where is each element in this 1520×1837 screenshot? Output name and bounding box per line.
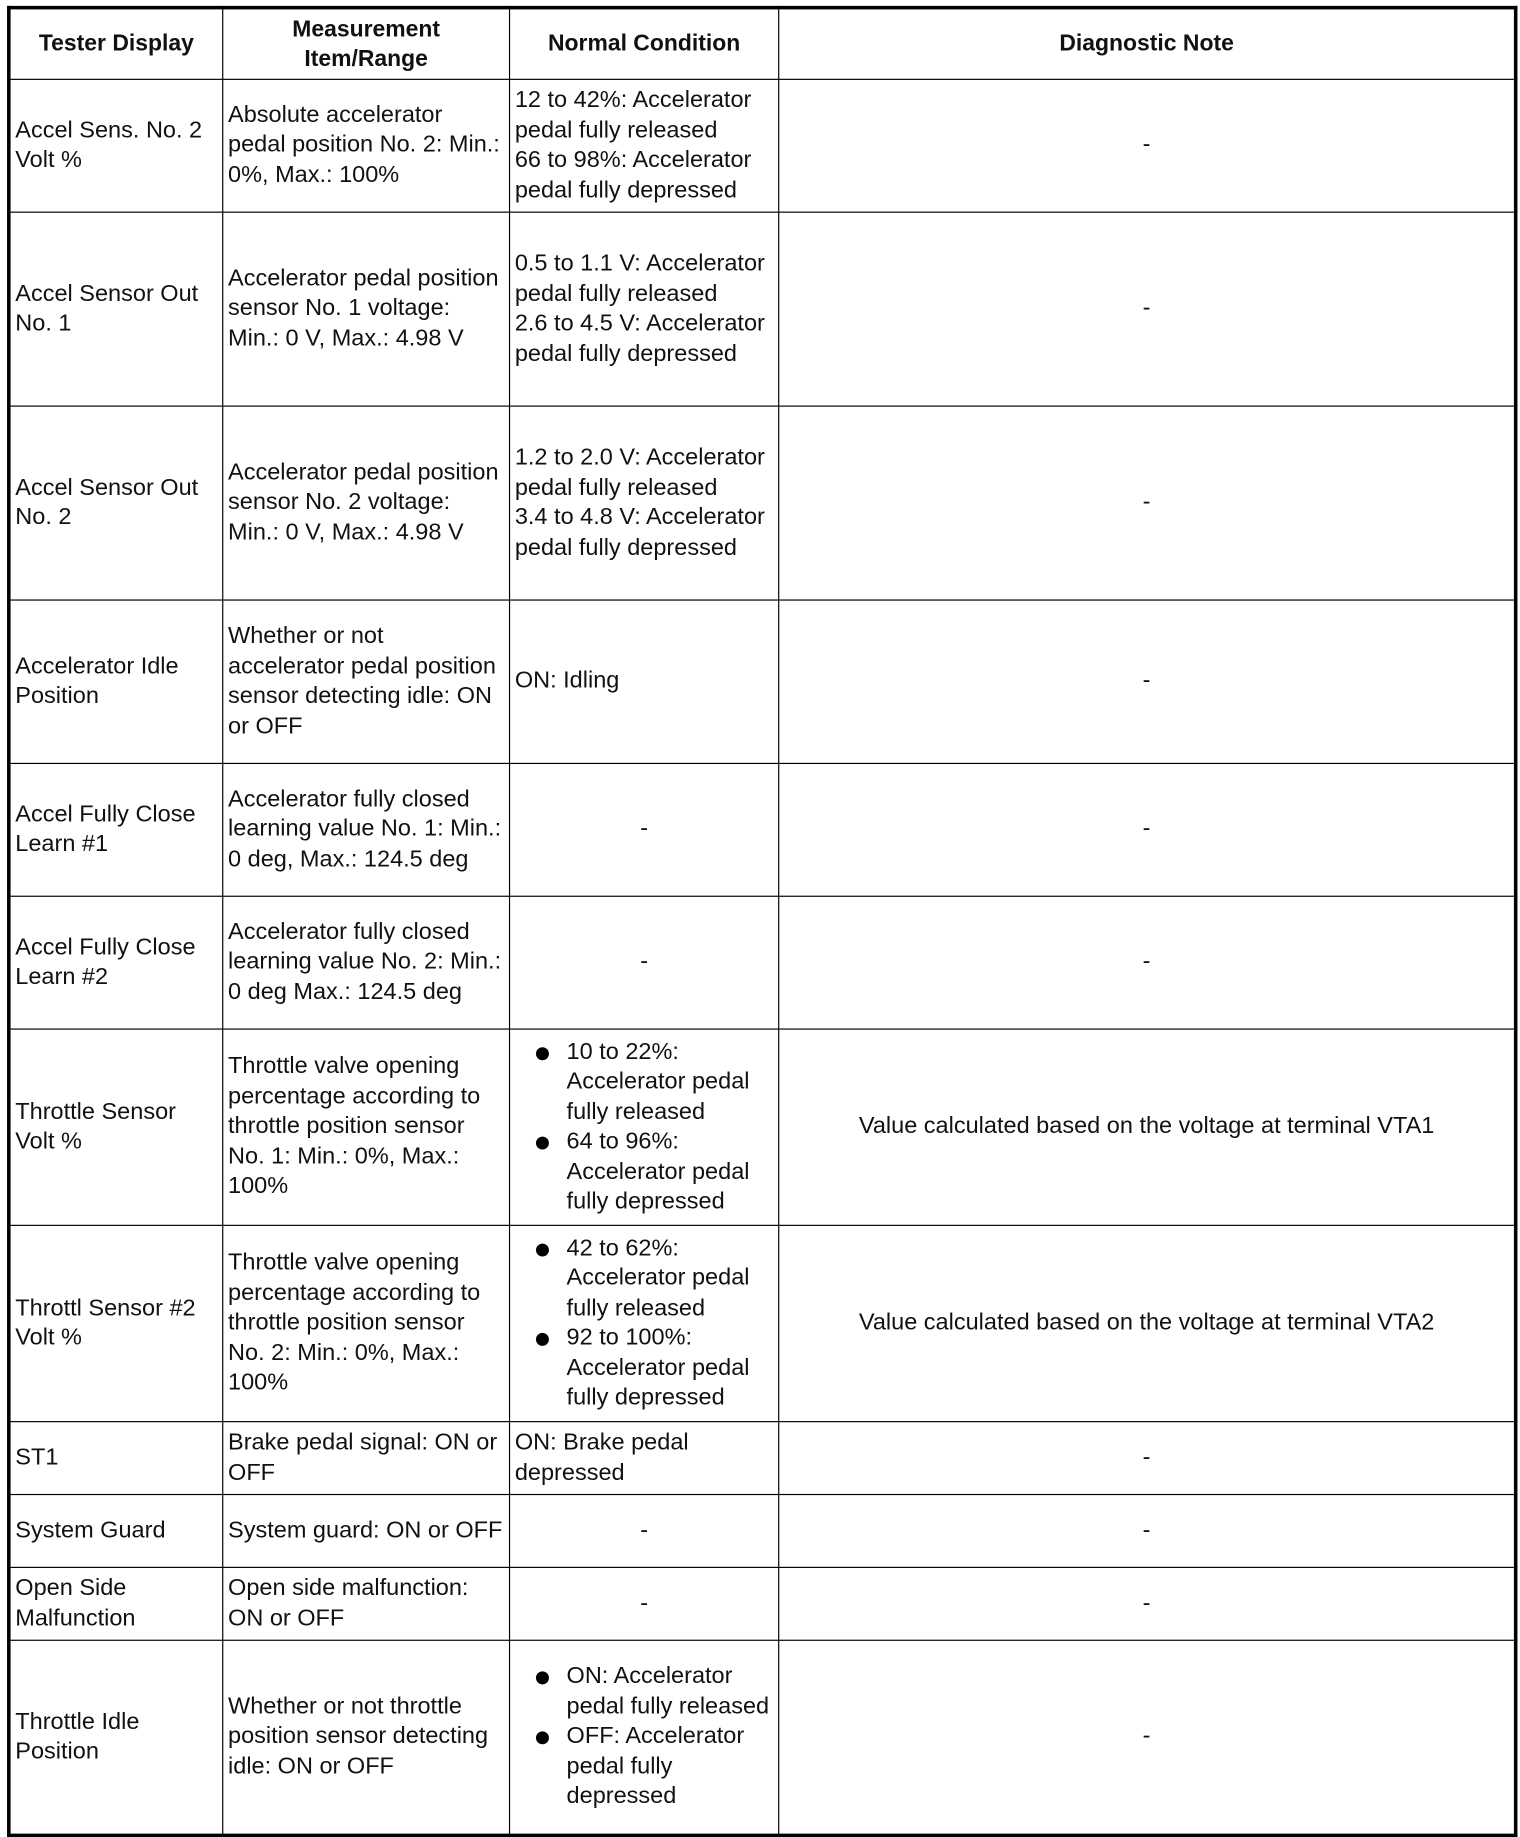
condition-bullet-item: 64 to 96%: Accelerator pedal fully depressed xyxy=(567,1127,774,1217)
table-row xyxy=(9,896,1516,1029)
table-row xyxy=(9,1640,1516,1835)
tester-display-cell: Accelerator Idle Position xyxy=(9,600,223,763)
condition-bullet-list xyxy=(515,1234,774,1414)
condition-line: 12 to 42%: Accelerator pedal fully released xyxy=(514,86,752,143)
normal-condition-cell xyxy=(510,406,779,600)
measurement-range-cell: Accelerator fully closed learning value No. 1: Min.: 0 deg, Max.: 124.5 deg xyxy=(223,763,510,896)
diagnostic-note-cell: Value calculated based on the voltage at terminal VTA1 xyxy=(779,1029,1516,1225)
measurement-range-cell: Whether or not accelerator pedal position sensor detecting idle: ON or OFF xyxy=(223,600,510,763)
diagnostic-note-cell: - xyxy=(779,1422,1516,1495)
condition-line: ON: Idling xyxy=(514,667,620,694)
measurement-range-cell: Accelerator fully closed learning value No. 2: Min.: 0 deg Max.: 124.5 deg xyxy=(223,896,510,1029)
table-row xyxy=(9,1225,1516,1421)
diagnostic-note-cell: - xyxy=(779,79,1516,212)
table-row xyxy=(9,1567,1516,1640)
table-row xyxy=(9,1495,1516,1568)
measurement-range-cell: Accelerator pedal position sensor No. 2 voltage: Min.: 0 V, Max.: 4.98 V xyxy=(223,406,510,600)
measurement-range-cell: Brake pedal signal: ON or OFF xyxy=(223,1422,510,1495)
diagnostic-note-cell: - xyxy=(779,1567,1516,1640)
diagnostic-note-cell: - xyxy=(779,896,1516,1029)
table-row xyxy=(9,763,1516,896)
condition-bullet-item: ON: Accelerator pedal fully released xyxy=(567,1662,774,1722)
tester-display-cell: System Guard xyxy=(9,1495,223,1568)
normal-condition-cell: - xyxy=(510,763,779,896)
normal-condition-cell: - xyxy=(510,1495,779,1568)
condition-bullet-item: 42 to 62%: Accelerator pedal fully released xyxy=(567,1234,774,1324)
diagnostic-note-cell: Value calculated based on the voltage at terminal VTA2 xyxy=(779,1225,1516,1421)
diagnostic-note-cell: - xyxy=(779,763,1516,896)
tester-display-cell: Accel Sens. No. 2 Volt % xyxy=(9,79,223,212)
normal-condition-cell: - xyxy=(510,896,779,1029)
tester-display-cell: Open Side Malfunction xyxy=(9,1567,223,1640)
normal-condition-cell xyxy=(510,1422,779,1495)
diagnostic-note-cell: - xyxy=(779,1495,1516,1568)
measurement-range-cell: Throttle valve opening percentage according to throttle position sensor No. 1: Min.: 0%, Max.: 100% xyxy=(223,1029,510,1225)
table-row xyxy=(9,79,1516,212)
header-tester-display: Tester Display xyxy=(9,8,223,80)
header-normal-condition: Normal Condition xyxy=(510,8,779,80)
condition-bullet-item: 10 to 22%: Accelerator pedal fully released xyxy=(567,1037,774,1127)
table-row xyxy=(9,600,1516,763)
tester-display-cell: Accel Fully Close Learn #2 xyxy=(9,896,223,1029)
condition-line: 3.4 to 4.8 V: Accelerator pedal fully depressed xyxy=(514,504,765,561)
header-row xyxy=(9,8,1516,80)
diagnostic-note-cell: - xyxy=(779,1640,1516,1835)
tester-display-cell: Accel Fully Close Learn #1 xyxy=(9,763,223,896)
normal-condition-cell xyxy=(510,600,779,763)
tester-display-cell: Throttle Idle Position xyxy=(9,1640,223,1835)
measurement-range-cell: Open side malfunction: ON or OFF xyxy=(223,1567,510,1640)
measurement-range-cell: System guard: ON or OFF xyxy=(223,1495,510,1568)
normal-condition-cell xyxy=(510,212,779,406)
measurement-range-cell: Whether or not throttle position sensor detecting idle: ON or OFF xyxy=(223,1640,510,1835)
condition-bullet-list xyxy=(515,1037,774,1217)
condition-line: 0.5 to 1.1 V: Accelerator pedal fully released xyxy=(514,250,765,307)
diagnostic-note-cell: - xyxy=(779,212,1516,406)
table-row xyxy=(9,406,1516,600)
tester-display-cell: Accel Sensor Out No. 1 xyxy=(9,212,223,406)
condition-bullet-list xyxy=(515,1662,774,1812)
tester-display-cell: Throttle Sensor Volt % xyxy=(9,1029,223,1225)
header-measurement: Measurement Item/Range xyxy=(223,8,510,80)
data-list-table xyxy=(7,6,1517,1837)
normal-condition-cell xyxy=(510,79,779,212)
condition-line: 66 to 98%: Accelerator pedal fully depressed xyxy=(514,146,752,203)
condition-line: 1.2 to 2.0 V: Accelerator pedal fully released xyxy=(514,444,765,501)
diagnostic-note-cell: - xyxy=(779,406,1516,600)
table-row xyxy=(9,1422,1516,1495)
condition-bullet-item: 92 to 100%: Accelerator pedal fully depressed xyxy=(567,1324,774,1414)
diagnostic-note-cell: - xyxy=(779,600,1516,763)
tester-display-cell: ST1 xyxy=(9,1422,223,1495)
table-row xyxy=(9,1029,1516,1225)
tester-display-cell: Throttl Sensor #2 Volt % xyxy=(9,1225,223,1421)
normal-condition-cell xyxy=(510,1225,779,1421)
condition-line: ON: Brake pedal depressed xyxy=(514,1429,689,1486)
normal-condition-cell xyxy=(510,1029,779,1225)
condition-line: 2.6 to 4.5 V: Accelerator pedal fully depressed xyxy=(514,310,765,367)
table-row xyxy=(9,212,1516,406)
header-diagnostic-note: Diagnostic Note xyxy=(779,8,1516,80)
measurement-range-cell: Absolute accelerator pedal position No. 2: Min.: 0%, Max.: 100% xyxy=(223,79,510,212)
condition-bullet-item: OFF: Accelerator pedal fully depressed xyxy=(567,1722,774,1812)
normal-condition-cell: - xyxy=(510,1567,779,1640)
tester-display-cell: Accel Sensor Out No. 2 xyxy=(9,406,223,600)
normal-condition-cell xyxy=(510,1640,779,1835)
table-body xyxy=(9,79,1516,1835)
measurement-range-cell: Throttle valve opening percentage according to throttle position sensor No. 2: Min.: 0%, Max.: 100% xyxy=(223,1225,510,1421)
measurement-range-cell: Accelerator pedal position sensor No. 1 voltage: Min.: 0 V, Max.: 4.98 V xyxy=(223,212,510,406)
